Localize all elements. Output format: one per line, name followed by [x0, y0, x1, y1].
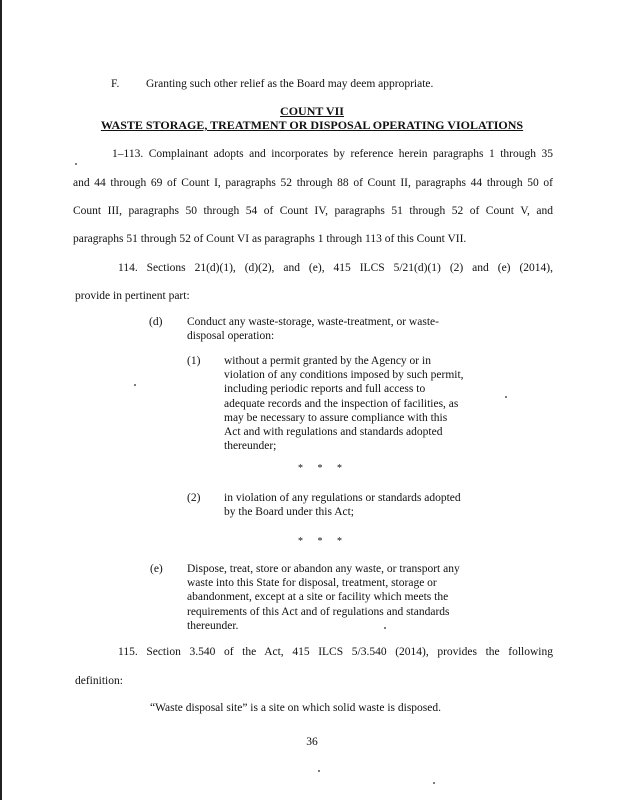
quote-d1-line: may be necessary to assure compliance with this: [224, 411, 448, 424]
ellipsis-stars: * * *: [298, 463, 348, 474]
quote-e-label: (e): [150, 563, 163, 575]
quote-d2-label: (2): [187, 492, 201, 504]
quote-d2-text: [224, 491, 477, 519]
quote-d1-text: [224, 354, 477, 453]
para-115-line-1: 115. Section 3.540 of the Act, 415 ILCS 5/3.540 (2014), provides the following: [118, 646, 553, 658]
definition-text: “Waste disposal site” is a site on which solid waste is disposed.: [150, 702, 442, 714]
para-113-line-4: paragraphs 51 through 52 of Count VI as paragraphs 1 through 113 of this Count VII.: [73, 233, 467, 245]
scan-speck: [318, 770, 320, 772]
quote-e-text: [187, 562, 477, 633]
scan-speck: [505, 396, 507, 398]
quote-d1-line: without a permit granted by the Agency or in: [224, 355, 431, 367]
quote-d-line: disposal operation:: [187, 330, 275, 343]
quote-d1-line: adequate records and the inspection of facilities, as: [224, 397, 459, 410]
quote-e-line: requirements of this Act and of regulations and standards: [187, 605, 450, 618]
para-113-line-1: 1–113. Complainant adopts and incorporates by reference herein paragraphs 1 through 35: [112, 148, 553, 160]
para-114-line-1: 114. Sections 21(d)(1), (d)(2), and (e), 415 ILCS 5/21(d)(1) (2) and (e) (2014),: [118, 262, 553, 274]
intro-text: Granting such other relief as the Board may deem appropriate.: [146, 78, 434, 90]
quote-d-text: [187, 315, 477, 343]
quote-d2-line: by the Board under this Act;: [224, 506, 354, 519]
para-114-line-2: provide in pertinent part:: [75, 290, 190, 302]
quote-e-line: thereunder.: [187, 619, 239, 632]
scan-speck: [75, 163, 77, 165]
quote-d1-line: violation of any conditions imposed by such permit,: [224, 369, 464, 382]
quote-d1-line: including periodic reports and full access to: [224, 383, 426, 396]
scan-speck: [433, 782, 435, 784]
quote-d2-line: in violation of any regulations or standards adopted: [224, 492, 461, 504]
para-113-line-2: and 44 through 69 of Count I, paragraphs 52 through 88 of Count II, paragraphs 44 through 50 of: [73, 177, 553, 189]
ellipsis-stars: * * *: [298, 536, 348, 547]
para-113-line-3: Count III, paragraphs 50 through 54 of Count IV, paragraphs 51 through 52 of Count V, and: [73, 205, 553, 217]
count-subtitle: WASTE STORAGE, TREATMENT OR DISPOSAL OPERATING VIOLATIONS: [100, 118, 524, 132]
quote-e-line: waste into this State for disposal, treatment, storage or: [187, 577, 437, 590]
scan-speck: [134, 384, 136, 386]
quote-d1-line: Act and with regulations and standards adopted: [224, 426, 443, 439]
scan-speck: [384, 627, 386, 629]
quote-d1-line: thereunder;: [224, 440, 277, 453]
count-title: COUNT VII: [280, 104, 344, 118]
page-number: 36: [306, 736, 318, 748]
intro-label: F.: [111, 78, 120, 90]
quote-d-line: Conduct any waste-storage, waste-treatment, or waste-: [187, 316, 439, 328]
para-115-line-2: definition:: [75, 675, 123, 687]
quote-d-label: (d): [149, 316, 163, 328]
quote-e-line: abandonment, except at a site or facility which meets the: [187, 591, 449, 604]
quote-e-line: Dispose, treat, store or abandon any waste, or transport any: [187, 563, 460, 575]
quote-d1-label: (1): [187, 355, 201, 367]
